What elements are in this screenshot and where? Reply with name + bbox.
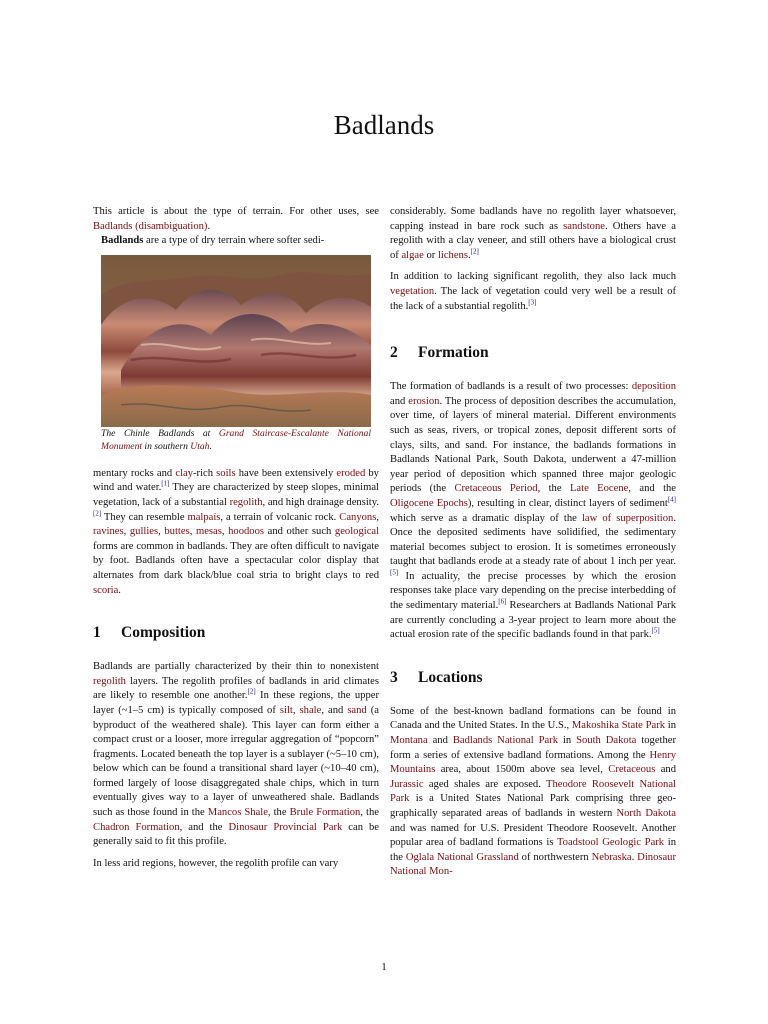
wiki-link[interactable]: Nebraska (591, 851, 632, 863)
section-number: 3 (390, 668, 398, 686)
citation-link[interactable]: [1] (161, 479, 170, 488)
text-run: . (118, 584, 121, 596)
text-run: in southern (142, 440, 191, 452)
figure-caption (101, 427, 371, 453)
text-run: (a byproduct of the weathered shale). This layer can form either a compact crust or a looser, more irregular aggregation of “popcorn” fragments. Located beneath the top layer is a sublayer (~5–10 cm), below which can be found a transitional shard layer (~10–40 cm), formed largely of loose disaggregated shale chips, which in turn eventually gives way to a layer of unweathered shale. Badlands such as those found in the (93, 704, 379, 819)
text-run: and (655, 764, 676, 776)
wiki-link[interactable]: Brule Formation (289, 807, 361, 819)
section-number: 1 (93, 624, 101, 642)
text-run: and other such (264, 526, 335, 538)
text-run: In these regions, the upper layer (~1–5 cm) is typically composed of (93, 690, 379, 716)
text-run: . The lack of vegetation could very well be a result of the lack of a substantial regolith. (390, 285, 676, 312)
text-run: The Chinle Badlands at (101, 427, 219, 439)
text-run: . Others have a regolith with a clay veneer, and still others have a biological crust of (390, 220, 676, 261)
wiki-link[interactable]: Dinosaur Provincial Park (228, 821, 343, 833)
wiki-link[interactable]: Oglala National Grassland (405, 851, 519, 863)
text-run: in the (390, 837, 676, 863)
text-run: considerably. Some badlands have no regolith layer whatsoever, capping instead in bare rock such as (390, 206, 676, 232)
text-run: , (189, 526, 196, 538)
wiki-link[interactable]: Theodore Roosevelt National Park (390, 778, 676, 805)
citation-link[interactable]: [3] (528, 298, 537, 307)
section-heading-locations (390, 669, 676, 687)
vegetation-paragraph (390, 270, 676, 314)
text-run: In addition to lacking significant regolith, they also lack much (390, 271, 676, 283)
text-run: , (158, 526, 165, 538)
wiki-link[interactable]: vegetation (390, 285, 435, 297)
wiki-link[interactable]: sand (347, 704, 367, 716)
text-run: , a terrain of volcanic rock. (220, 511, 340, 523)
text-run: of northwestern (518, 851, 592, 863)
page-title: Badlands (333, 110, 435, 140)
citation-link[interactable]: [4] (667, 495, 677, 504)
wiki-link[interactable]: Chadron Formation (93, 821, 180, 833)
text-run: area, about 1500m above sea level, (435, 764, 609, 776)
section-heading-composition (93, 624, 379, 642)
text-run: , the (537, 483, 570, 495)
wiki-link[interactable]: Badlands National Park (452, 735, 559, 747)
text-run: , (376, 511, 379, 523)
text-run: , and the (179, 821, 229, 833)
text-run: , (292, 704, 300, 716)
text-run: Researchers at Badlands National Park are currently concluding a 3-year project to learn more about the actual erosion rate of the specific badlands found in that park. (390, 600, 676, 641)
text-run: . The process of deposition describes the accumulation, over time, of layers of mineral material. Different environments such as seas, rivers, or tropical zones, deposit different sorts of clays, silts, and sand. For instance, the badlands formations in Badlands National Park, South Dakota, underwent a 47-million year period of deposition which spanned three major geologic periods (the (390, 395, 676, 495)
text-run: forms are common in badlands. They are often difficult to navigate by foot. Badlands often have a spectacular color display that alternates from dark black/blue coal stria to bright clays to red (93, 540, 379, 581)
wiki-link[interactable]: Utah (190, 440, 210, 452)
wiki-link[interactable]: Toadstool Geologic Park (556, 837, 665, 849)
composition-paragraph-continued (390, 205, 676, 263)
text-run: In less arid regions, however, the regolith profile can vary (93, 857, 339, 869)
text-run: and was named for U.S. President Theodore Roosevelt. Another popular area of badland formations is (390, 822, 676, 849)
text-run: aged shales are exposed. (423, 778, 546, 790)
text-run: Badlands are partially characterized by their thin to nonexistent (93, 661, 379, 673)
text-run: is a United States National Park comprising three geographically separated areas of badlands in western (390, 793, 676, 819)
text-run: can be generally said to fit this profile. (93, 821, 379, 848)
text-run: Some of the best-known badland formations can be found in Canada and the United States. In the U.S., (390, 705, 676, 732)
wiki-link[interactable]: Badlands (disambiguation) (93, 220, 208, 232)
wiki-link[interactable]: regolith (93, 675, 126, 687)
text-run: by wind and water. (93, 467, 379, 494)
text-run: , and (321, 704, 348, 716)
hatnote (93, 205, 379, 234)
wiki-link[interactable]: South Dakota (576, 735, 637, 747)
wiki-link[interactable]: geological (334, 526, 380, 538)
wiki-link[interactable]: Canyons (339, 511, 377, 523)
wiki-link[interactable]: ravines (93, 526, 124, 538)
text-run: and (427, 735, 453, 747)
text-run: ), resulting in clear, distinct layers of sediment (467, 497, 668, 509)
badlands-photo (101, 255, 371, 427)
text-run: or (423, 249, 438, 261)
left-column (93, 205, 379, 871)
section-title: Locations (418, 668, 483, 686)
text-run: The formation of badlands is a result of two processes: (390, 381, 632, 393)
wiki-link[interactable]: law of superposition (581, 512, 674, 524)
wiki-link[interactable]: Makoshika State Park (571, 720, 666, 732)
text-run: in (558, 735, 577, 747)
text-run: , and the (628, 483, 677, 495)
wiki-link[interactable]: sandstone (563, 220, 605, 232)
citation-link[interactable]: [2] (247, 687, 256, 696)
text-run: . (631, 851, 638, 863)
wiki-link[interactable]: Oligocene Epochs (390, 497, 468, 509)
section-title: Composition (121, 624, 206, 642)
text-run: . Once the deposited sediments have solidified, the sedimentary material becomes subject to erosion. It is sometimes erroneously taught that badlands erode at a steady rate of about 1 inch per year. (390, 512, 676, 568)
wiki-link[interactable]: eroded (336, 467, 366, 479)
wiki-link[interactable]: shale (299, 704, 322, 716)
locations-paragraph (390, 705, 676, 880)
wiki-link[interactable]: North Dakota (616, 808, 676, 819)
text-run: in (665, 720, 677, 732)
wiki-link[interactable]: Jurassic (390, 778, 424, 790)
wiki-link[interactable]: gullies (129, 526, 159, 538)
text-run: are a type of dry terrain where softer sedi- (143, 235, 325, 247)
wiki-link[interactable]: algae (401, 249, 424, 261)
composition-paragraph-2 (93, 857, 379, 872)
wiki-link[interactable]: mesas (195, 526, 222, 538)
wiki-link[interactable]: Grand Staircase-Escalante National Monument (101, 427, 371, 452)
text-run: This article is about the type of terrain. For other uses, see (93, 206, 379, 217)
section-title: Formation (418, 344, 489, 362)
wiki-link[interactable]: soils (216, 467, 236, 479)
wiki-link[interactable]: Cretaceous Period (454, 483, 538, 495)
formation-paragraph (390, 380, 676, 643)
wiki-link[interactable]: clay (175, 467, 194, 479)
text-run: , and high drainage density. (262, 496, 379, 508)
wiki-link[interactable]: hoodoos (228, 526, 265, 538)
wiki-link[interactable]: Henry Mountains (390, 749, 676, 776)
bold-term: Badlands (101, 235, 144, 247)
wiki-link[interactable]: deposition (631, 381, 676, 393)
composition-paragraph-1 (93, 660, 379, 850)
citation-link[interactable]: [5] (390, 568, 399, 577)
citation-link[interactable]: [2] (93, 509, 102, 518)
text-run: have been extensively (235, 467, 337, 479)
figure (101, 255, 371, 453)
wiki-link[interactable]: scoria (93, 584, 119, 596)
text-run: , (221, 526, 229, 538)
text-run: layers. The regolith profiles of badlands in arid climates are likely to resemble one another. (93, 675, 379, 702)
wiki-link[interactable]: erosion (408, 395, 440, 407)
intro-paragraph-rest (93, 467, 379, 598)
intro-paragraph-start (93, 234, 379, 249)
wiki-link[interactable]: lichens (437, 249, 468, 261)
wiki-link[interactable]: buttes (164, 526, 190, 538)
text-run: which serve as a dramatic display of the (390, 512, 582, 524)
wiki-link[interactable]: Montana (390, 735, 428, 747)
text-run: -rich (193, 467, 217, 479)
text-run: and (390, 395, 409, 407)
text-run: . (209, 440, 212, 452)
page-number: 1 (381, 961, 387, 973)
text-run: They are characterized by steep slopes, minimal vegetation, lack of a substantial (93, 482, 379, 508)
right-column (390, 205, 676, 880)
wiki-link[interactable]: Cretaceous (608, 764, 656, 776)
wiki-link[interactable]: regolith (229, 496, 263, 508)
text-run: together form a series of extensive badland formations. Among the (390, 735, 677, 761)
citation-link[interactable]: [5] (651, 626, 660, 635)
text-run: , the (360, 807, 379, 819)
text-run: In actuality, the precise processes by which the erosion responses take place vary depending on the precise interbedding of the sedimentary material. (390, 570, 676, 612)
citation-link[interactable]: [2] (470, 247, 479, 256)
text-run: , the (267, 807, 290, 819)
text-run: , (123, 526, 130, 538)
text-run: They can resemble (101, 511, 188, 523)
wiki-link[interactable]: silt (279, 704, 293, 716)
text-run: . (467, 249, 471, 261)
text-run: mentary rocks and (93, 467, 176, 479)
section-heading-formation (390, 344, 676, 362)
text-run: . (207, 220, 211, 232)
citation-link[interactable]: [6] (498, 597, 507, 606)
section-number: 2 (390, 344, 398, 362)
wiki-link[interactable]: Late Eocene (569, 483, 629, 495)
wiki-link[interactable]: Mancos Shale (207, 807, 268, 819)
wiki-link[interactable]: malpaís (187, 511, 221, 523)
wiki-link[interactable]: Dinosaur National Mon- (390, 851, 677, 878)
